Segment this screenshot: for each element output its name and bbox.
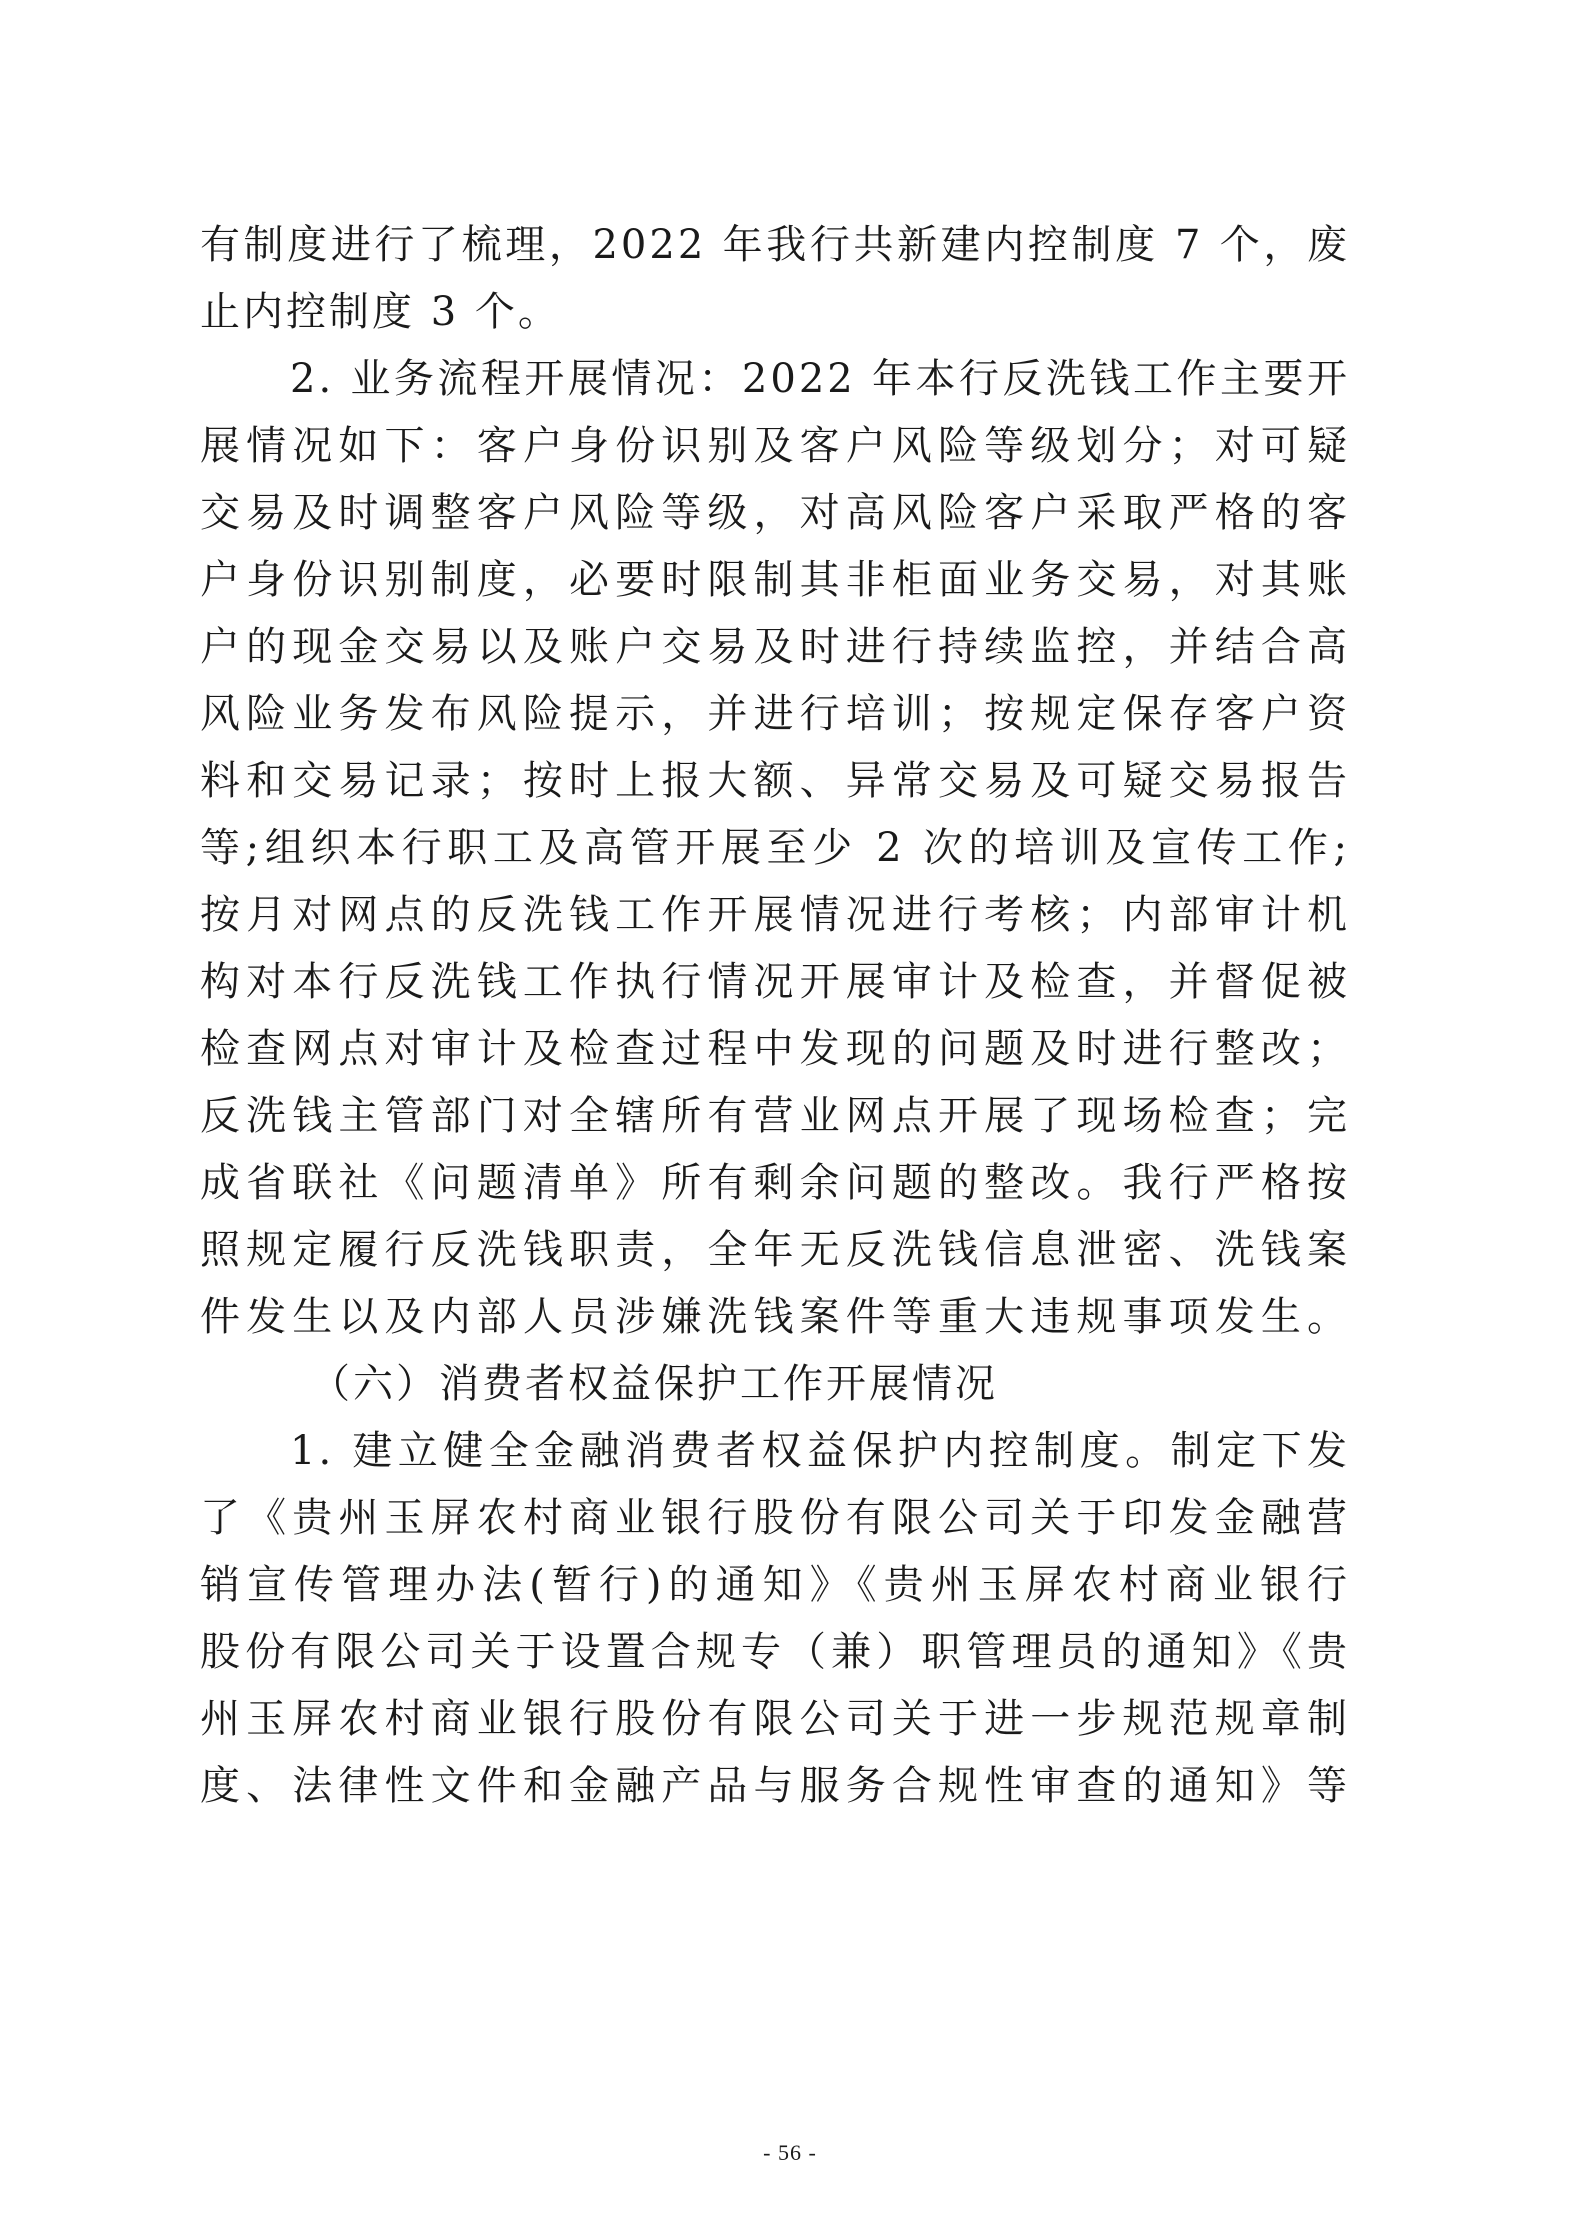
text-line-17: 件发生以及内部人员涉嫌洗钱案件等重大违规事项发生。 [200, 1294, 1350, 1340]
text-line-14: 反洗钱主管部门对全辖所有营业网点开展了现场检查；完 [200, 1093, 1350, 1139]
body-text [200, 212, 1350, 1820]
page-number: - 56 - [763, 2140, 817, 2165]
text-line-3: 2. 业务流程开展情况：2022 年本行反洗钱工作主要开 [290, 356, 1350, 402]
text-line-8: 风险业务发布风险提示，并进行培训；按规定保存客户资 [200, 691, 1350, 737]
text-line-4: 展情况如下：客户身份识别及客户风险等级划分；对可疑 [200, 423, 1350, 469]
text-line-19: 1. 建立健全金融消费者权益保护内控制度。制定下发 [290, 1428, 1350, 1474]
text-line-9: 料和交易记录；按时上报大额、异常交易及可疑交易报告 [200, 758, 1350, 804]
section-heading: （六）消费者权益保护工作开展情况 [310, 1361, 998, 1407]
text-line-7: 户的现金交易以及账户交易及时进行持续监控，并结合高 [200, 624, 1350, 670]
text-line-13: 检查网点对审计及检查过程中发现的问题及时进行整改； [200, 1026, 1350, 1072]
text-line-11: 按月对网点的反洗钱工作开展情况进行考核；内部审计机 [200, 892, 1350, 938]
text-line-24: 度、法律性文件和金融产品与服务合规性审查的通知》等 [200, 1763, 1350, 1809]
text-line-10: 等;组织本行职工及高管开展至少 2 次的培训及宣传工作; [200, 825, 1350, 871]
text-line-1: 有制度进行了梳理，2022 年我行共新建内控制度 7 个，废 [200, 222, 1350, 268]
text-line-21: 销宣传管理办法(暂行)的通知》《贵州玉屏农村商业银行 [200, 1562, 1350, 1608]
text-line-15: 成省联社《问题清单》所有剩余问题的整改。我行严格按 [200, 1160, 1350, 1206]
text-line-6: 户身份识别制度，必要时限制其非柜面业务交易，对其账 [200, 557, 1350, 603]
text-line-5: 交易及时调整客户风险等级，对高风险客户采取严格的客 [200, 490, 1350, 536]
text-line-20: 了《贵州玉屏农村商业银行股份有限公司关于印发金融营 [200, 1495, 1350, 1541]
text-line-16: 照规定履行反洗钱职责，全年无反洗钱信息泄密、洗钱案 [200, 1227, 1350, 1273]
text-line-23: 州玉屏农村商业银行股份有限公司关于进一步规范规章制 [200, 1696, 1350, 1742]
text-line-12: 构对本行反洗钱工作执行情况开展审计及检查，并督促被 [200, 959, 1350, 1005]
text-line-2: 止内控制度 3 个。 [200, 289, 561, 335]
text-line-22: 股份有限公司关于设置合规专（兼）职管理员的通知》《贵 [200, 1629, 1350, 1675]
